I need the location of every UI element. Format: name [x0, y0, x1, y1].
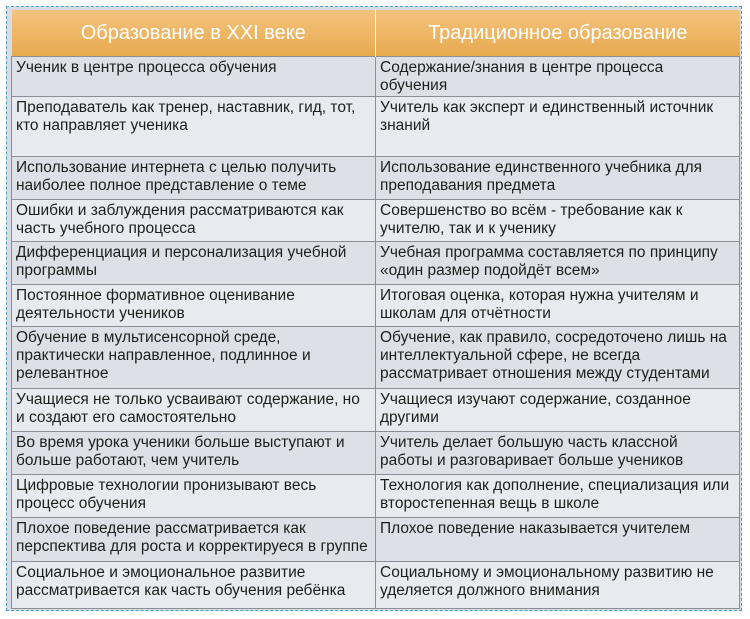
table-row	[12, 474, 740, 517]
table-row	[12, 389, 740, 431]
table-row	[12, 200, 740, 242]
cell-modern: Ошибки и заблуждения рассматриваются как часть учебного процесса	[12, 200, 376, 242]
cell-modern: Во время урока ученики больше выступают и больше работают, чем учитель	[12, 431, 376, 474]
cell-traditional: Социальному и эмоциональному развитию не уделяется должного внимания	[376, 561, 740, 608]
cell-modern: Дифференциация и персонализация учебной программы	[12, 242, 376, 284]
header-modern-education: Образование в XXI веке	[12, 10, 376, 57]
cell-modern: Учащиеся не только усваивают содержание, но и создают его самостоятельно	[12, 389, 376, 431]
cell-modern: Обучение в мультисенсорной среде, практически направленное, подлинное и релевантное	[12, 326, 376, 388]
table-row	[12, 518, 740, 561]
cell-traditional: Содержание/знания в центре процесса обучения	[376, 57, 740, 97]
cell-modern: Социальное и эмоциональное развитие рассматривается как часть обучения ребёнка	[12, 561, 376, 608]
table-row	[12, 242, 740, 284]
header-row	[12, 10, 740, 57]
cell-modern: Преподаватель как тренер, наставник, гид, тот, кто направляет ученика	[12, 97, 376, 156]
comparison-table-frame	[6, 6, 742, 611]
cell-traditional: Плохое поведение наказывается учителем	[376, 518, 740, 561]
table-row	[12, 561, 740, 608]
comparison-table	[11, 10, 740, 609]
table-row	[12, 57, 740, 97]
header-traditional-education: Традиционное образование	[376, 10, 740, 57]
cell-modern: Плохое поведение рассматривается как перспектива для роста и корректируеся в группе	[12, 518, 376, 561]
cell-modern: Использование интернета с целью получить наиболее полное представление о теме	[12, 156, 376, 199]
cell-modern: Ученик в центре процесса обучения	[12, 57, 376, 97]
table-row	[12, 326, 740, 388]
cell-traditional: Совершенство во всём - требование как к учителю, так и к ученику	[376, 200, 740, 242]
cell-modern: Постоянное формативное оценивание деятельности учеников	[12, 284, 376, 326]
cell-modern: Цифровые технологии пронизывают весь процесс обучения	[12, 474, 376, 517]
cell-traditional: Учащиеся изучают содержание, созданное другими	[376, 389, 740, 431]
table-row	[12, 431, 740, 474]
cell-traditional: Использование единственного учебника для преподавания предмета	[376, 156, 740, 199]
cell-traditional: Технология как дополнение, специализация или второстепенная вещь в школе	[376, 474, 740, 517]
table-row	[12, 284, 740, 326]
table-row	[12, 97, 740, 156]
cell-traditional: Итоговая оценка, которая нужна учителям и школам для отчётности	[376, 284, 740, 326]
cell-traditional: Учитель как эксперт и единственный источник знаний	[376, 97, 740, 156]
cell-traditional: Обучение, как правило, сосредоточено лишь на интеллектуальной сфере, не всегда рассматривает отношения между студентами	[376, 326, 740, 388]
cell-traditional: Учитель делает большую часть классной работы и разговаривает больше учеников	[376, 431, 740, 474]
cell-traditional: Учебная программа составляется по принципу «один размер подойдёт всем»	[376, 242, 740, 284]
table-row	[12, 156, 740, 199]
